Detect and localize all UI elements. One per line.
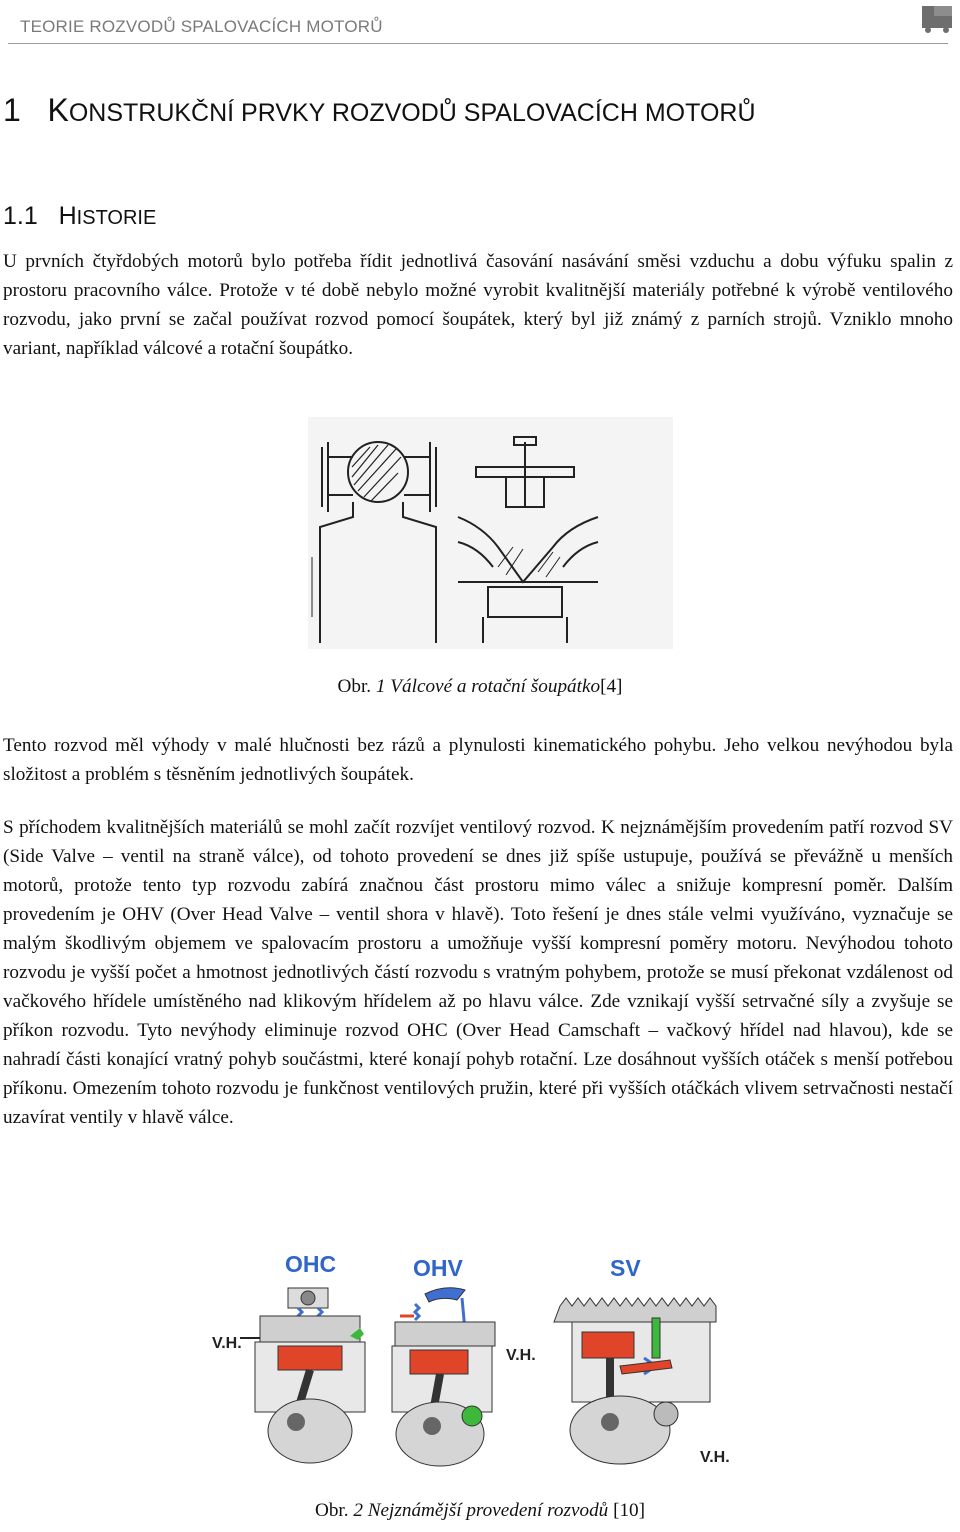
figure1-caption-prefix: Obr. [337,676,372,697]
engine-sv [554,1298,716,1464]
engine-ohv [392,1288,495,1466]
university-logo-icon [920,4,954,34]
figure1-caption [0,676,960,698]
label-vh-ohc: V.H. [212,1335,242,1352]
figure2-caption-ref: [10] [613,1500,646,1521]
running-header [0,0,960,48]
header-rule [8,43,948,44]
label-vh-ohv: V.H. [506,1347,536,1364]
figure1-caption-ref: [4] [600,676,623,697]
chapter-heading [3,92,756,129]
figure2-caption-prefix: Obr. [314,1500,349,1521]
engine-ohc [240,1288,365,1463]
paragraph-history-intro: U prvních čtyřdobých motorů bylo potřeba řídit jednotlivá časování nasávání směsi vzduchu a dobu výfuku spalin z prostoru pracovního válce. Protože v té době nebylo možné vyrobit kvalitnější materiály potřebné k výrobě ventilového rozvodu, jako první se začal používat rozvod pomocí šoupátek, který byl již známý z parních strojů. Vzniklo mnoho variant, například válcové a rotační šoupátko. [3,251,953,359]
label-sv: SV [610,1255,641,1281]
paragraph-slide-valve-pros-cons: Tento rozvod měl výhody v malé hlučnosti bez rázů a plynulosti kinematického pohybu. Jeho velkou nevýhodou byla složitost a problém s těsněním jednotlivých šoupátek. [3,735,953,785]
section-title-initial: H [58,202,77,230]
paragraph-valve-train-types: S příchodem kvalitnějších materiálů se mohl začít rozvíjet ventilový rozvod. K nejznámějším provedením patří rozvod SV (Side Valve – ventil na straně válce), od tohoto provedení se dnes již spíše ustupuje, používá se převážně u menších motorů, protože tento typ rozvodu zabírá značnou část prostoru mimo válec a snižuje kompresní poměr. Dalším provedením je OHV (Over Head Valve – ventil shora v hlavě). Toto řešení je dnes stále velmi využíváno, vyznačuje se malým škodlivým objemem ve spalovacím prostoru a umožňuje vyšší kompresní poměry motoru. Nevýhodou tohoto rozvodu je vyšší počet a hmotnost jednotlivých částí rozvodu s vratným pohybem, protože se musí překonat vzdálenost od vačkového hřídele umístěného nad klikovým hřídelem až po hlavu válce. Zde vznikají vyšší setrvačné síly a zvyšuje se příkon rozvodu. Tyto nevýhody eliminuje rozvod OHC (Over Head Camschaft – vačkový hřídel nad hlavou), kde se nahradí části konající vratný pohyb součástmi, které konají pohyb rotační. Lze dosáhnout vyšších otáček s menší potřebou příkonu. Omezením tohoto rozvodu je funkčnost ventilových pružin, které při vyšších otáčkách vlivem setrvačnosti nestačí uzavírat ventily v hlavě válce. [3,817,953,1128]
figure-valve-train-types [200,1246,770,1472]
label-ohc: OHC [285,1251,337,1277]
figure2-caption-text: 2 Nejznámější provedení rozvodů [353,1500,609,1521]
chapter-title-rest: ONSTRUKČNÍ PRVKY ROZVODŮ SPALOVACÍCH MOTORŮ [68,99,756,127]
chapter-number: 1 [3,92,21,128]
figure2-caption [0,1500,960,1522]
section-heading [3,202,156,231]
label-ohv: OHV [413,1255,463,1281]
running-title: TEORIE ROZVODŮ SPALOVACÍCH MOTORŮ [20,17,383,36]
chapter-title-initial: K [47,92,69,128]
figure1-caption-text: 1 Válcové a rotační šoupátko [375,676,601,697]
section-title-rest: ISTORIE [76,207,157,229]
figure-slide-valves [308,417,673,649]
label-vh-sv: V.H. [700,1449,730,1466]
section-number: 1.1 [3,202,38,230]
